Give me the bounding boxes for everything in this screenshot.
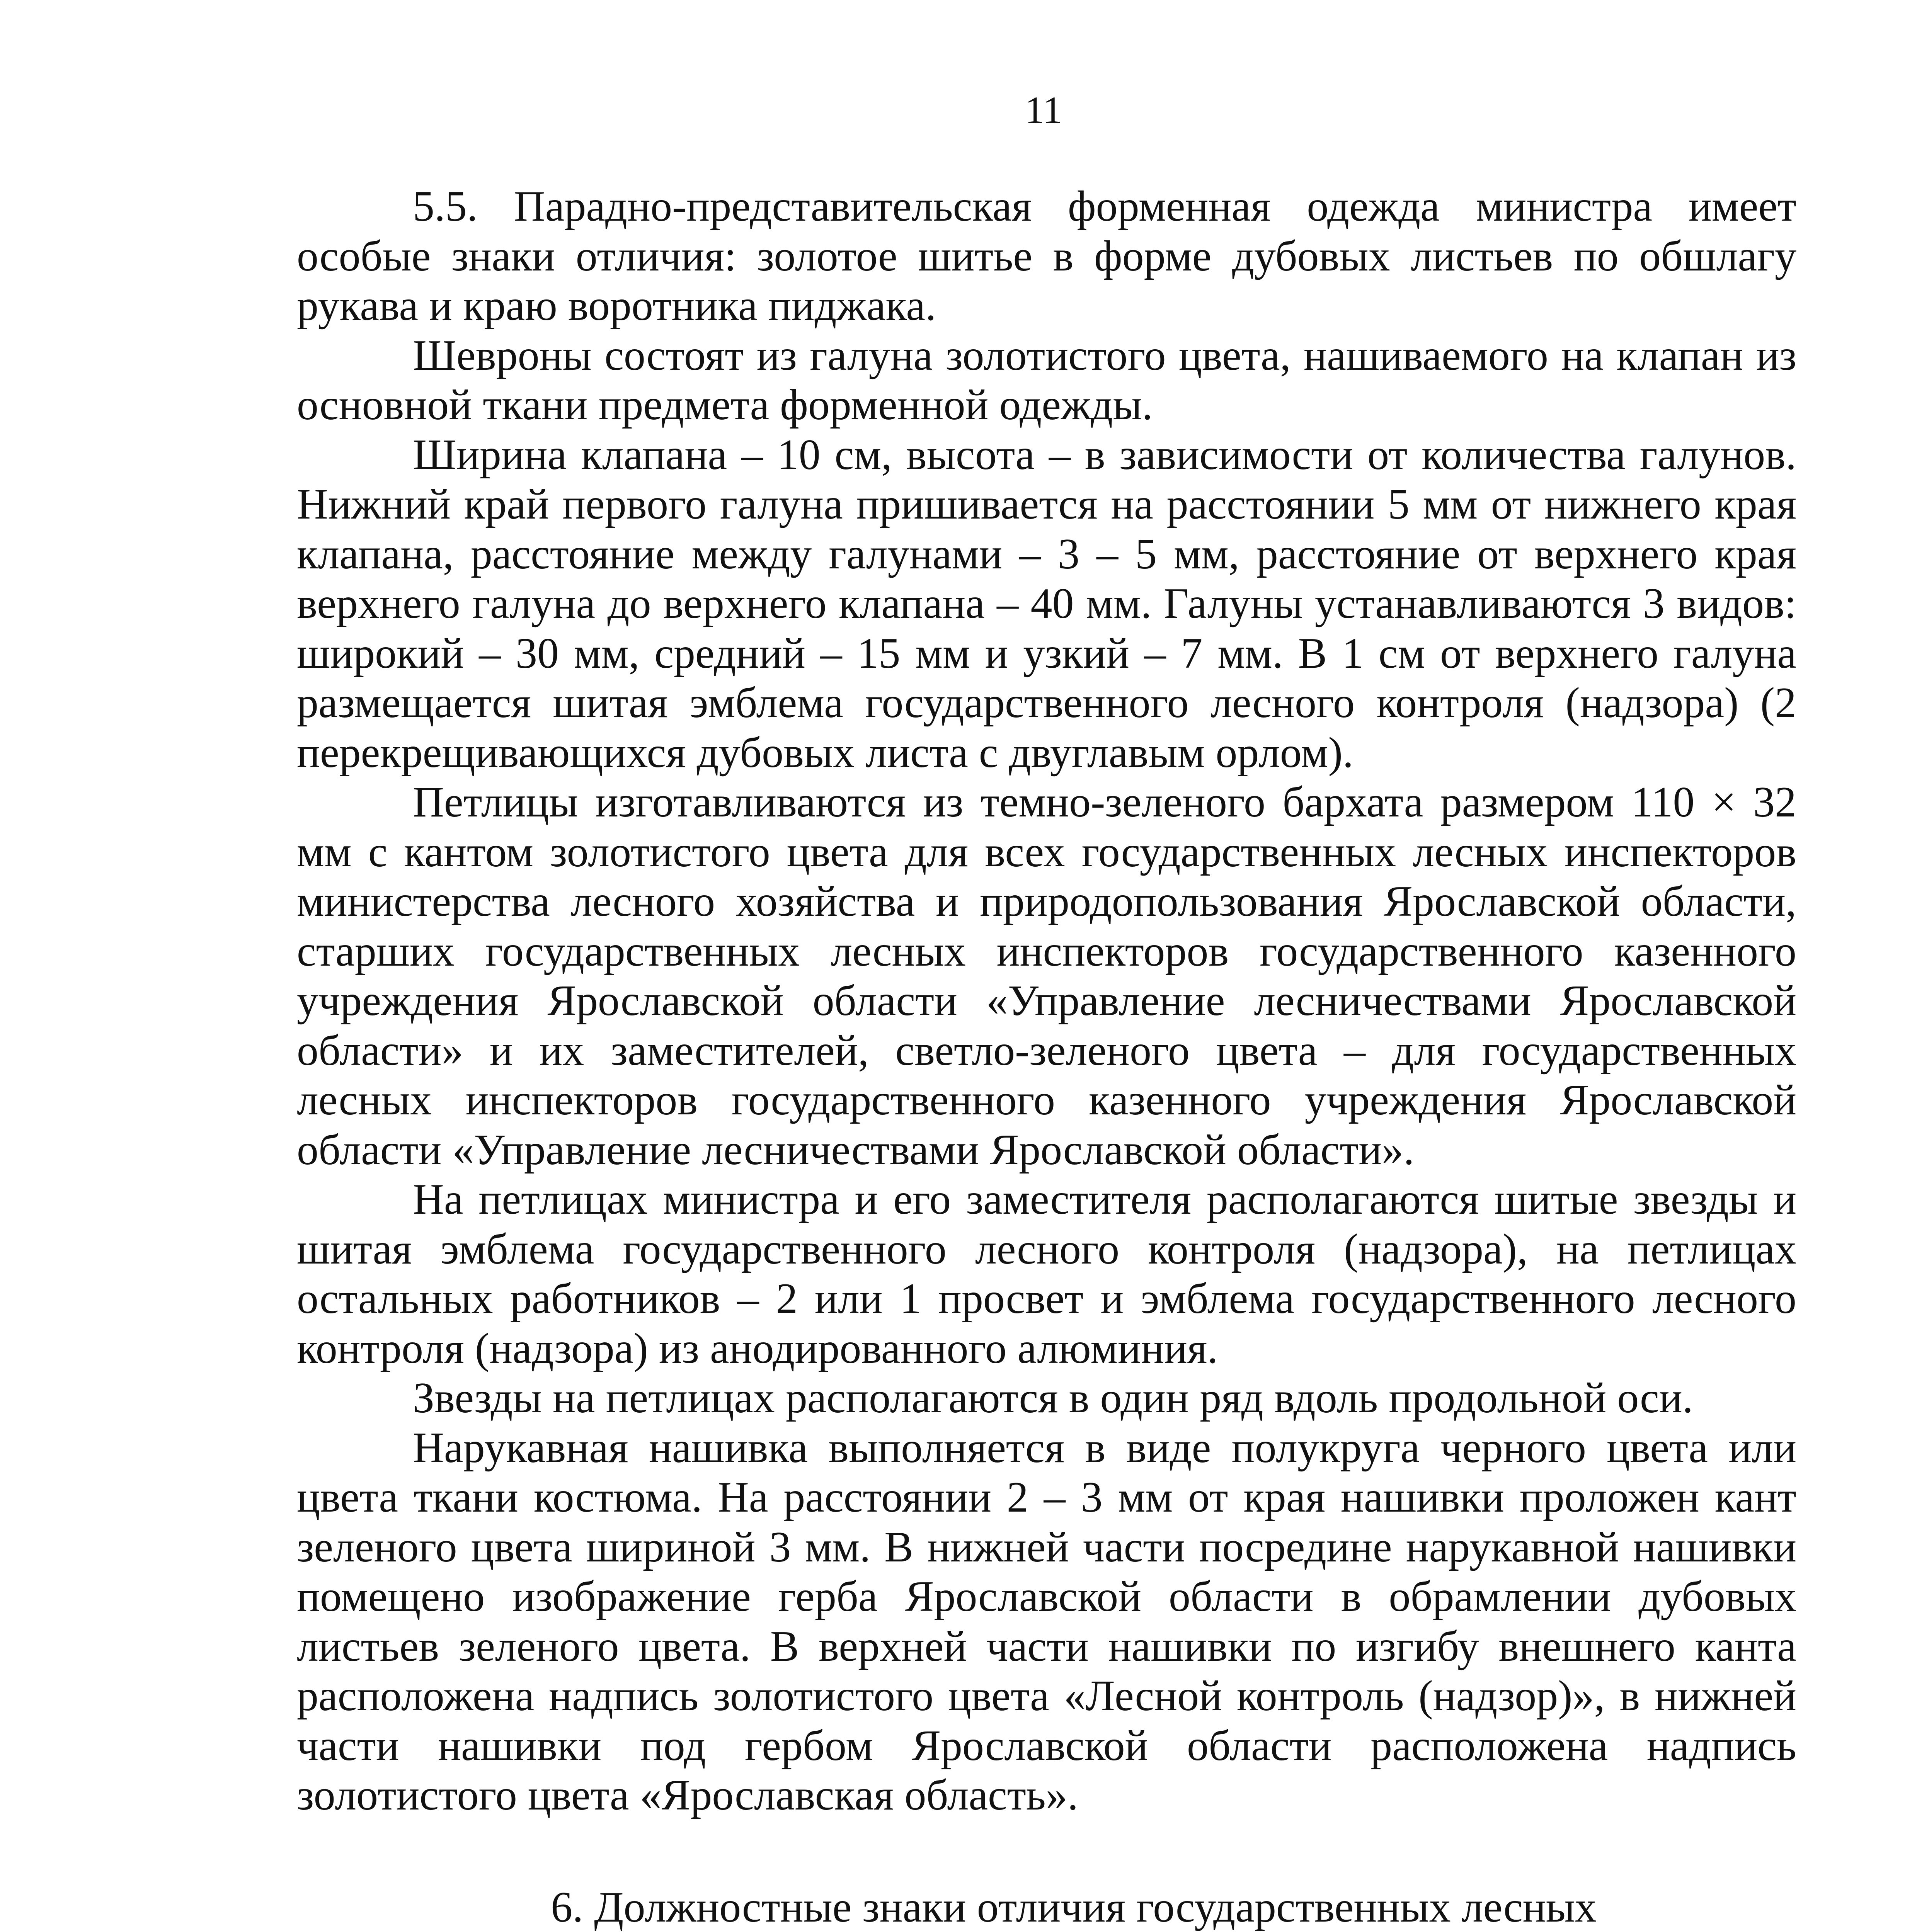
section-title <box>297 1882 1796 1932</box>
document-body <box>297 182 1796 1932</box>
paragraph-collar-tabs: Петлицы изготавливаются из темно-зеленого бархата размером 110 × 32 мм с кантом золотистого цвета для всех государственных лесных инспекторов министерства лесного хозяйства и природопользования Ярославской области, старших государственных лесных инспекторов государственного казенного учреждения Ярославской области «Управление лесничествами Ярославской области» и их заместителей, светло-зеленого цвета – для государственных лесных инспекторов государственного казенного учреждения Ярославской области «Управление лесничествами Ярославской области». <box>297 778 1796 1174</box>
paragraph-chevrons: Шевроны состоят из галуна золотистого цвета, нашиваемого на клапан из основной ткани предмета форменной одежды. <box>297 331 1796 429</box>
page-number: 11 <box>1025 88 1062 131</box>
paragraph-sleeve-patch: Нарукавная нашивка выполняется в виде полукруга черного цвета или цвета ткани костюма. На расстоянии 2 – 3 мм от края нашивки проложен кант зеленого цвета шириной 3 мм. В нижней части посредине нарукавной нашивки помещено изображение герба Ярославской области в обрамлении дубовых листьев зеленого цвета. В верхней части нашивки по изгибу внешнего канта расположена надпись золотистого цвета «Лесной контроль (надзор)», в нижней части нашивки под гербом Ярославской области расположена надпись золотистого цвета «Ярославская область». <box>297 1423 1796 1819</box>
paragraph-5-5: 5.5. Парадно-представительская форменная одежда министра имеет особые знаки отличия: золотое шитье в форме дубовых листьев по обшлагу рукава и краю воротника пиджака. <box>297 182 1796 330</box>
paragraph-stars-emblem: На петлицах министра и его заместителя располагаются шитые звезды и шитая эмблема государственного лесного контроля (надзора), на петлицах остальных работников – 2 или 1 просвет и эмблема государственного лесного контроля (надзора) из анодированного алюминия. <box>297 1175 1796 1372</box>
section-title-line: 6. Должностные знаки отличия государственных лесных <box>551 1883 1597 1931</box>
paragraph-stars-row: Звезды на петлицах располагаются в один ряд вдоль продольной оси. <box>413 1374 1693 1422</box>
paragraph-flap-dimensions: Ширина клапана – 10 см, высота – в зависимости от количества галунов. Нижний край первого галуна пришивается на расстоянии 5 мм от нижнего края клапана, расстояние между галунами – 3 – 5 мм, расстояние от верхнего края верхнего галуна до верхнего клапана – 40 мм. Галуны устанавливаются 3 видов: широкий – 30 мм, средний – 15 мм и узкий – 7 мм. В 1 см от верхнего галуна размещается шитая эмблема государственного лесного контроля (надзора) (2 перекрещивающихся дубовых листа с двуглавым орлом). <box>297 430 1796 777</box>
